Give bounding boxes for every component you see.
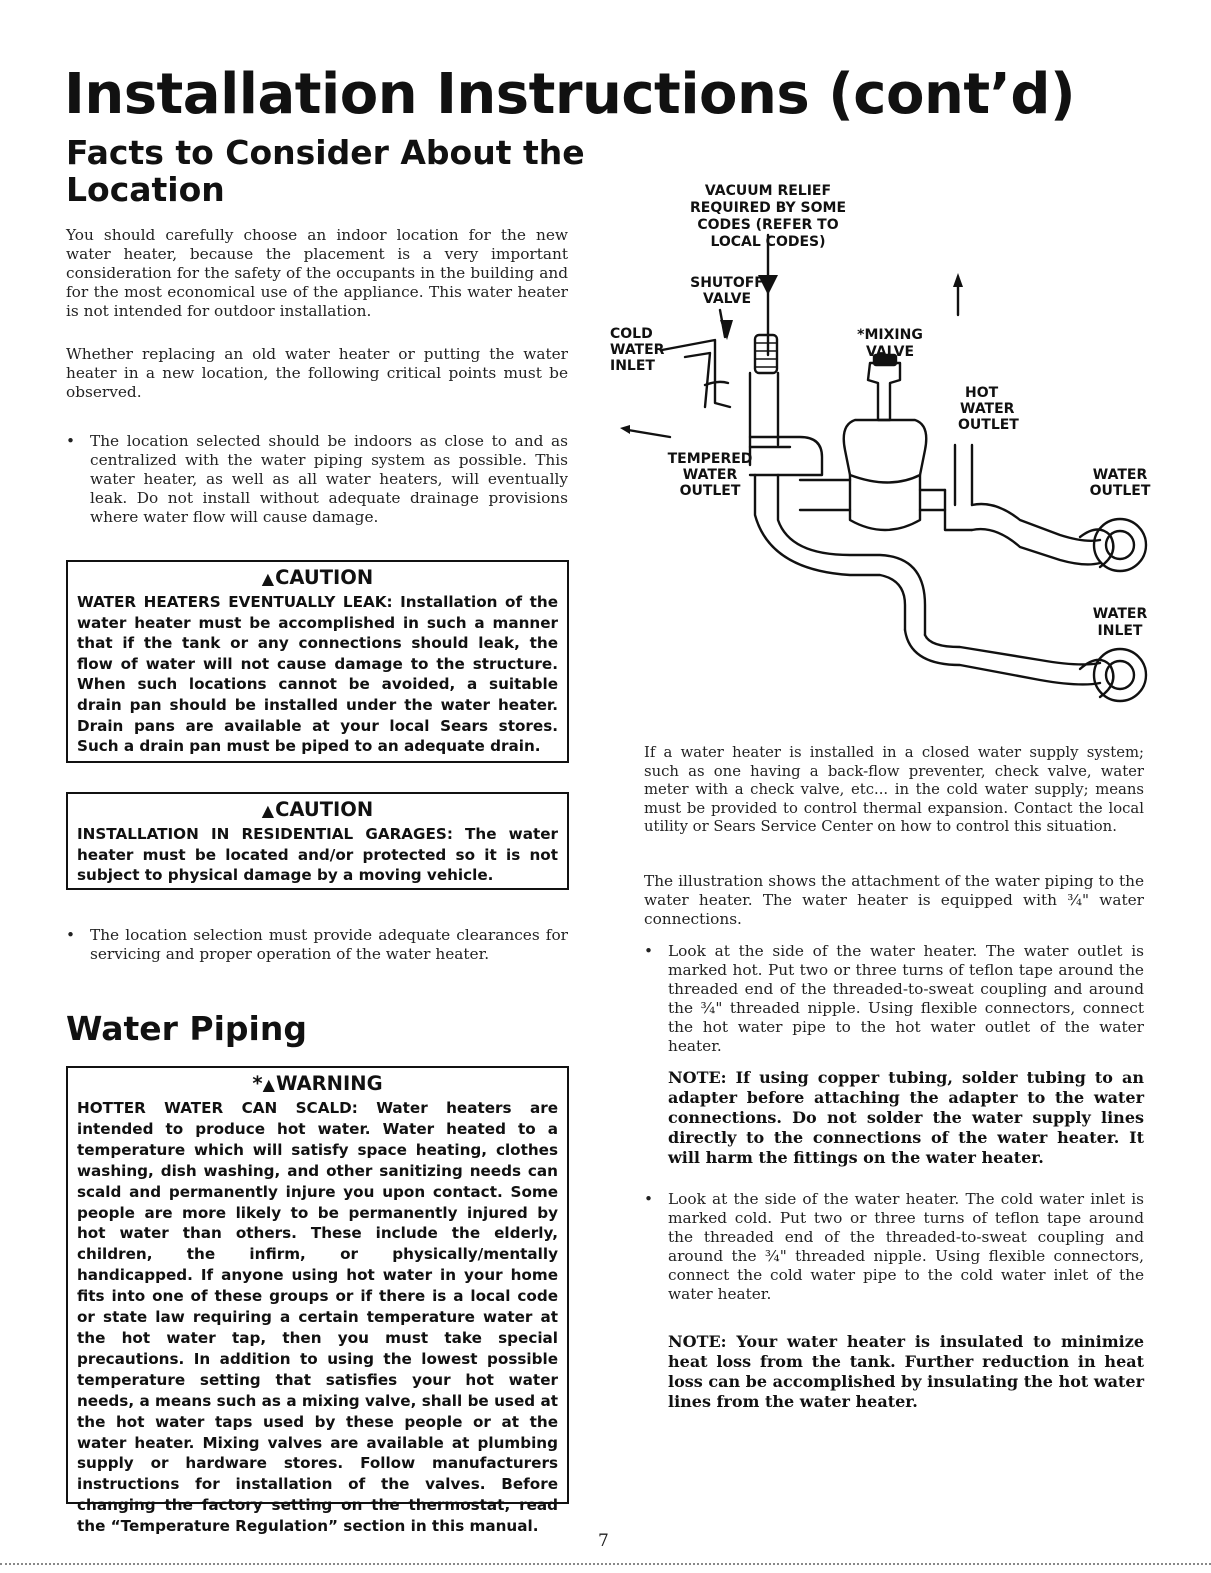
shutoff-label-1: SHUTOFF xyxy=(690,275,764,291)
page-number: 7 xyxy=(598,1531,609,1551)
water-inlet-label-2: INLET xyxy=(1097,623,1143,639)
caution-text: WATER HEATERS EVENTUALLY LEAK: Installation of the water heater must be accomplished in such a manner that if the tank or any connections should leak, the flow of water will not cause damage to the structure. When such locations cannot be avoided, a suitable drain pan should be installed under the water heater. Drain pans are available at your local Sears stores. Such a drain pan must be piped to an adequate drain. xyxy=(77,593,558,756)
tempered-leader xyxy=(628,430,670,437)
bullet-dot-icon: • xyxy=(66,432,76,450)
warning-triangle-icon: ▲ xyxy=(261,801,275,820)
location-bullet-1-text: The location selected should be indoors as close to and as centralized with the water piping system as possible. This water heater, as well as all water heaters, will eventually leak. Do not install without adequate drainage provisions where water flow will cause damage. xyxy=(90,432,568,526)
caution-text: INSTALLATION IN RESIDENTIAL GARAGES: The water heater must be located and/or protected so it is not subject to physical damage by a moving vehicle. xyxy=(77,825,558,885)
warning-triangle-icon: ▲ xyxy=(261,569,275,588)
cold-inlet-label-3: INLET xyxy=(610,358,655,374)
mixing-valve-label-1: *MIXING xyxy=(857,327,923,343)
copper-tubing-note: NOTE: If using copper tubing, solder tubing to an adapter before attaching the adapter to the water connections. Do not solder the water supply lines directly to the connections of the water heater. It will harm the fittings on the water heater. xyxy=(668,1068,1144,1167)
hot-outlet-bullet xyxy=(644,942,1144,1056)
caution-heading xyxy=(77,566,558,591)
location-bullet-2 xyxy=(66,926,568,964)
page-bottom-rule xyxy=(0,1563,1211,1567)
bullet-dot-icon: • xyxy=(644,942,654,960)
hot-outlet-bullet-text: Look at the side of the water heater. The water outlet is marked hot. Put two or three turns of teflon tape around the threaded end of the threaded-to-sweat coupling and around the ¾" threaded nipple. Using flexible connectors, connect the hot water pipe to the hot water outlet of the water heater. xyxy=(668,942,1144,1055)
caution-heading xyxy=(77,798,558,823)
insulation-note: NOTE: Your water heater is insulated to minimize heat loss from the tank. Further reduction in heat loss can be accomplished by insulating the hot water lines from the water heater. xyxy=(668,1332,1144,1411)
warning-heading xyxy=(77,1072,558,1097)
water-outlet-label-1: WATER xyxy=(1092,467,1148,483)
page-title: Installation Instructions (cont’d) xyxy=(64,62,1076,127)
water-inlet-label-1: WATER xyxy=(1092,606,1148,622)
cold-inlet-bullet-text: Look at the side of the water heater. The cold water inlet is marked cold. Put two or three turns of teflon tape around the threaded end of the threaded-to-sweat coupling and around the ¾" threaded nipple. Using flexible connectors, connect the cold water pipe to the cold water inlet of the water heater. xyxy=(668,1190,1144,1303)
vacuum-relief-label-2: REQUIRED BY SOME xyxy=(689,200,847,216)
location-para-2: Whether replacing an old water heater or putting the water heater in a new location, the following critical points must be observed. xyxy=(66,345,568,401)
caution-box-garage xyxy=(66,792,569,890)
warning-triangle-icon: ▲ xyxy=(262,1075,275,1094)
water-outlet-label-2: OUTLET xyxy=(1089,483,1151,499)
illustration-para: The illustration shows the attachment of the water piping to the water heater. The water heater is equipped with ¾" water connections. xyxy=(644,872,1144,928)
mixing-valve-label-2: VALVE xyxy=(865,344,915,360)
bullet-dot-icon: • xyxy=(644,1190,654,1208)
hot-outlet-label-2: WATER xyxy=(960,401,1015,417)
warning-text: HOTTER WATER CAN SCALD: Water heaters are intended to produce hot water. Water heated to a temperature which will satisfy space heating, clothes washing, dish washing, and other sanitizing needs can scald and permanently injure you upon contact. Some people are more likely to be permanently injured by hot water than others. These include the elderly, children, the infirm, or physically/mentally handicapped. If anyone using hot water in your home fits into one of these groups or if there is a local code or state law requiring a certain temperature water at the hot water tap, then you must take special precautions. In addition to using the lowest possible temperature setting that satisfies your hot water needs, a means such as a mixing valve, shall be used at the hot water taps used by these people or at the water heater. Mixing valves are available at plumbing supply or hardware stores. Follow manufacturers instructions for installation of the valves. Before changing the factory setting on the thermostat, read the “Temperature Regulation” section in this manual. xyxy=(77,1099,558,1536)
shutoff-label-2: VALVE xyxy=(702,291,752,307)
location-para-1: You should carefully choose an indoor location for the new water heater, because the placement is a very important consideration for the safety of the occupants in the building and for the most economical use of the appliance. This water heater is not intended for outdoor installation. xyxy=(66,226,568,320)
caution-title: CAUTION xyxy=(275,566,374,589)
hot-outlet-label-1: HOT xyxy=(965,385,999,401)
cold-inlet-label-1: COLD xyxy=(610,326,653,342)
warning-asterisk: * xyxy=(252,1072,263,1095)
tempered-label-2: WATER xyxy=(682,467,738,483)
vacuum-relief-label-4: LOCAL CODES) xyxy=(710,234,826,250)
caution-title: CAUTION xyxy=(275,798,374,821)
cold-inlet-label-2: WATER xyxy=(610,342,665,358)
caution-box-leak xyxy=(66,560,569,763)
closed-system-para: If a water heater is installed in a closed water supply system; such as one having a back-flow preventer, check valve, water meter with a check valve, etc... in the cold water supply; means must be provided to control thermal expansion. Contact the local utility or Sears Service Center on how to control this situation. xyxy=(644,744,1144,835)
cold-inlet-bullet xyxy=(644,1190,1144,1304)
tempered-label-1: TEMPERED xyxy=(667,451,753,467)
warning-box-scald xyxy=(66,1066,569,1536)
tempered-label-3: OUTLET xyxy=(679,483,741,499)
bullet-dot-icon: • xyxy=(66,926,76,944)
location-bullet-2-text: The location selection must provide adequate clearances for servicing and proper operation of the water heater. xyxy=(90,926,568,963)
warning-title: WARNING xyxy=(275,1072,383,1095)
piping-diagram xyxy=(600,175,1170,735)
location-heading: Facts to Consider About the Location xyxy=(66,133,585,209)
water-piping-heading: Water Piping xyxy=(66,1009,307,1048)
vacuum-relief-label-1: VACUUM RELIEF xyxy=(704,183,832,199)
hot-outlet-label-3: OUTLET xyxy=(958,417,1019,433)
location-bullet-1 xyxy=(66,432,568,527)
vacuum-relief-label-3: CODES (REFER TO xyxy=(697,217,839,233)
